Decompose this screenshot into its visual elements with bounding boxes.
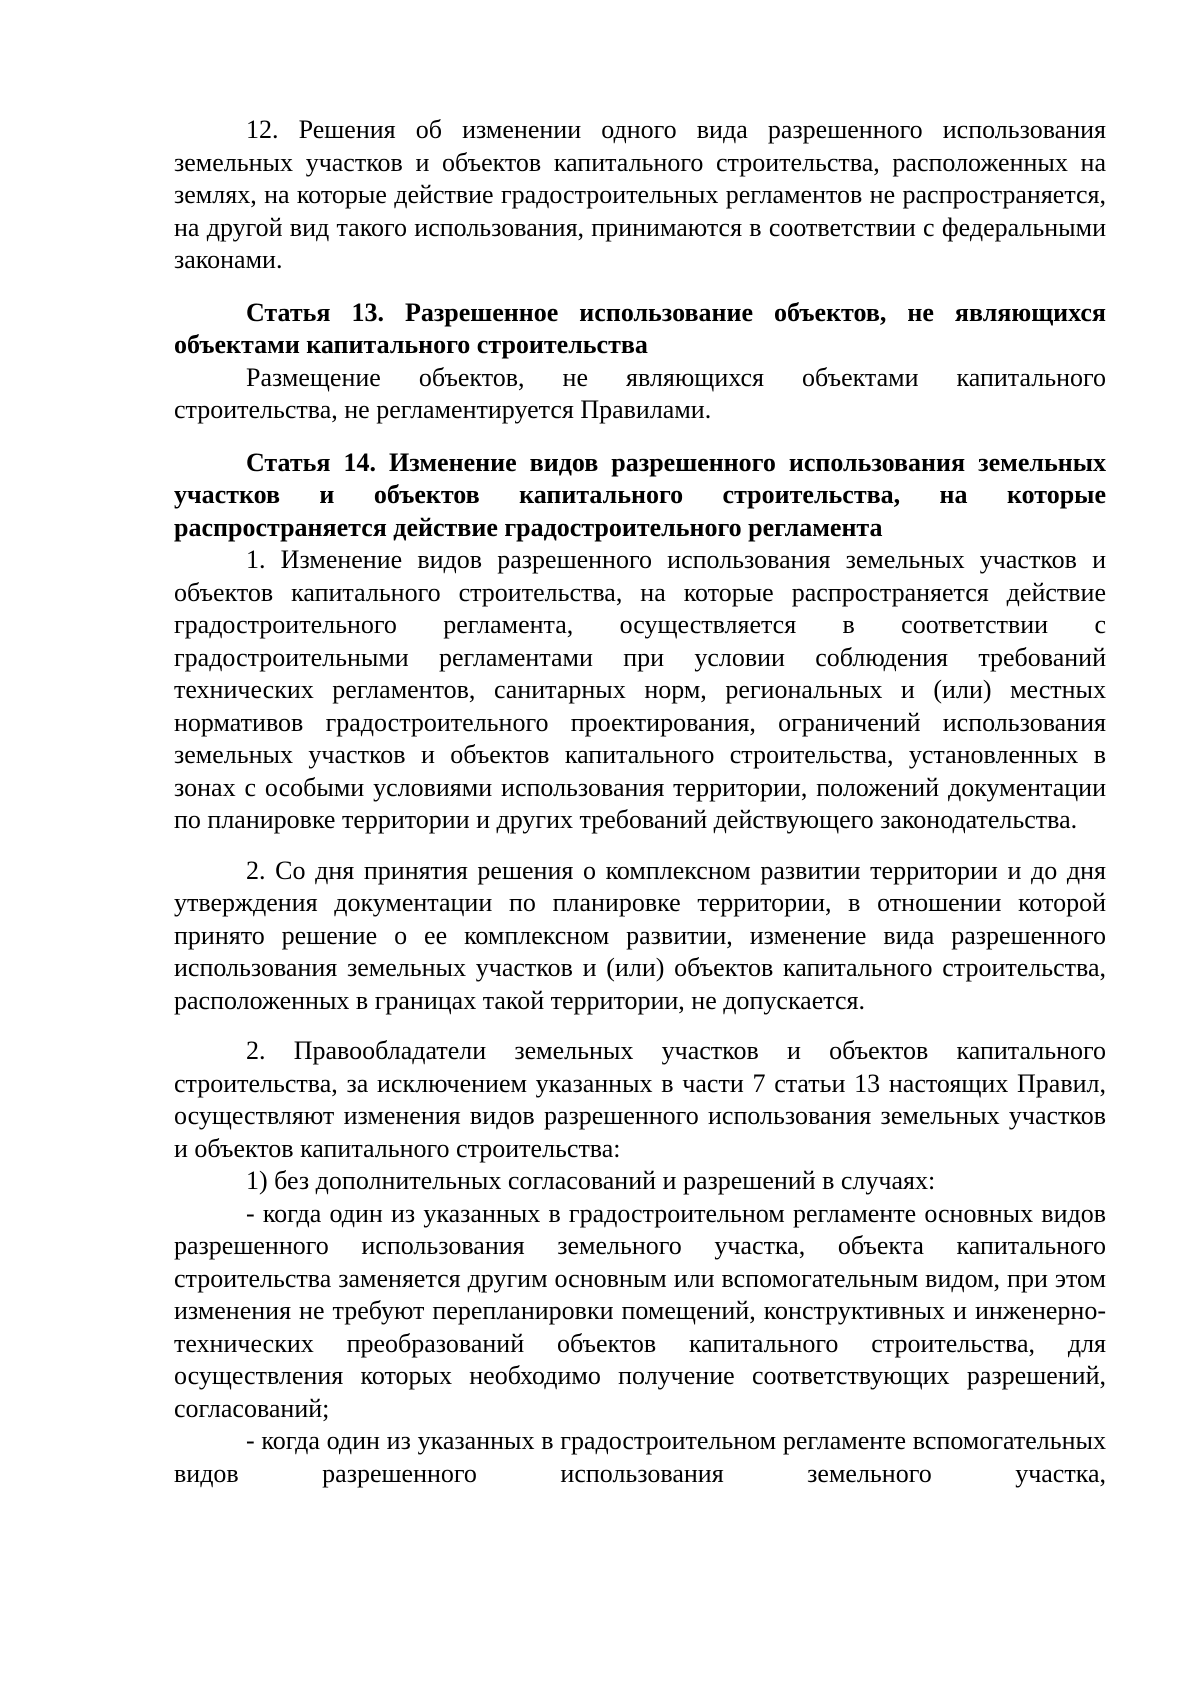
article-13-title: Статья 13. Разрешенное использование объектов, не являющихся объектами капитального строительства <box>174 297 1106 359</box>
article-13-text: Размещение объектов, не являющихся объектами капитального строительства, не регламентируется Правилами. <box>174 362 1106 424</box>
article-14-dash-item-1: - когда один из указанных в градостроительном регламенте основных видов разрешенного использования земельного участка, объекта капитального строительства заменяется другим основным или вспомогательным видом, при этом изменения не требуют перепланировки помещений, конструктивных и инженерно-технических преобразований объектов капитального строительства, для осуществления которых необходимо получение соответствующих разрешений, согласований; <box>174 1198 1106 1423</box>
article-14-paragraph-1: 1. Изменение видов разрешенного использования земельных участков и объектов капитального строительства, на которые распространяется действие градостроительного регламента, осуществляется в соответствии с градостроительными регламентами при условии соблюдения требований технических регламентов, санитарных норм, региональных и (или) местных нормативов градостроительного проектирования, ограничений использования земельных участков и объектов капитального строительства, установленных в зонах с особыми условиями использования территории, положений документации по планировке территории и других требований действующего законодательства. <box>174 545 1106 834</box>
article-14-dash-item-2: - когда один из указанных в градостроительном регламенте вспомогательных видов разрешенного использования земельного участка, <box>174 1426 1106 1488</box>
paragraph-12: 12. Решения об изменении одного вида разрешенного использования земельных участков и объектов капитального строительства, расположенных на землях, на которые действие градостроительных регламентов не распространяется, на другой вид такого использования, принимаются в соответствии с федеральными законами. <box>174 115 1106 274</box>
document-page <box>174 114 1106 1490</box>
article-14-paragraph-2b: 2. Правообладатели земельных участков и объектов капитального строительства, за исключением указанных в части 7 статьи 13 настоящих Правил, осуществляют изменения видов разрешенного использования земельных участков и объектов капитального строительства: <box>174 1036 1106 1163</box>
article-14-paragraph-2a: 2. Со дня принятия решения о комплексном развитии территории и до дня утверждения документации по планировке территории, в отношении которой принято решение о ее комплексном развитии, изменение вида разрешенного использования земельных участков и (или) объектов капитального строительства, расположенных в границах такой территории, не допускается. <box>174 855 1106 1015</box>
article-14-title: Статья 14. Изменение видов разрешенного использования земельных участков и объектов капитального строительства, на которые распространяется действие градостроительного регламента <box>174 447 1106 542</box>
article-14-subitem-1: 1) без дополнительных согласований и разрешений в случаях: <box>246 1166 936 1195</box>
